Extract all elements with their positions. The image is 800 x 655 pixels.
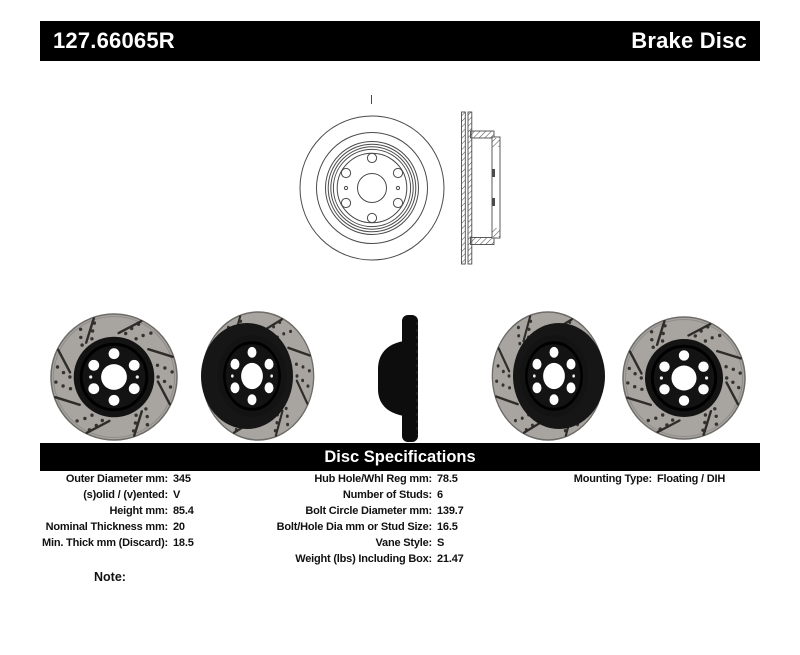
rotor-photo-angled-right <box>492 312 605 440</box>
spec-section-title: Disc Specifications <box>324 447 476 466</box>
spec-row-hub-hole <box>270 471 464 487</box>
spec-value: 85.4 <box>173 505 194 517</box>
brake-disc-cross-section-drawing <box>462 112 501 264</box>
spec-value: 16.5 <box>437 521 458 533</box>
product-type-title: Brake Disc <box>631 28 747 53</box>
spec-row-solid-vented <box>26 487 194 503</box>
spec-row-mounting-type <box>544 471 725 487</box>
rotor-photo-front-right <box>623 317 745 439</box>
spec-value: 139.7 <box>437 505 464 517</box>
brake-disc-front-line-drawing <box>300 95 444 260</box>
spec-column-right <box>544 471 725 487</box>
spec-label: (s)olid / (v)ented: <box>83 489 168 501</box>
spec-row-bolt-hole-dia <box>270 519 464 535</box>
spec-value: 21.47 <box>437 553 464 565</box>
rotor-photo-front-left <box>51 314 177 440</box>
spec-label: Weight (lbs) Including Box: <box>295 553 432 565</box>
spec-value: 18.5 <box>173 537 194 549</box>
spec-label: Number of Studs: <box>342 489 432 501</box>
spec-row-vane-style <box>270 535 464 551</box>
spec-row-min-thickness <box>26 535 194 551</box>
spec-label: Min. Thick mm (Discard): <box>42 537 168 549</box>
spec-row-height <box>26 503 194 519</box>
spec-value: V <box>173 489 181 501</box>
spec-label: Vane Style: <box>375 537 432 549</box>
spec-section-bar <box>40 443 760 471</box>
note-label: Note: <box>94 570 126 584</box>
spec-value: S <box>437 537 445 549</box>
spec-label: Nominal Thickness mm: <box>45 521 168 533</box>
spec-row-nominal-thickness <box>26 519 194 535</box>
spec-row-weight <box>270 551 464 567</box>
spec-value: 345 <box>173 473 191 485</box>
spec-label: Hub Hole/Whl Reg mm: <box>314 473 432 485</box>
spec-value: 20 <box>173 521 185 533</box>
spec-value: Floating / DIH <box>657 473 726 485</box>
spec-value: 6 <box>437 489 443 501</box>
spec-column-left <box>26 471 194 551</box>
part-number: 127.66065R <box>53 28 175 53</box>
rotor-photo-angled-left <box>201 312 314 440</box>
spec-label: Outer Diameter mm: <box>65 473 168 485</box>
spec-row-outer-diameter <box>26 471 194 487</box>
spec-label: Bolt/Hole Dia mm or Stud Size: <box>276 521 432 533</box>
spec-label: Height mm: <box>109 505 168 517</box>
spec-row-number-of-studs <box>270 487 464 503</box>
spec-row-bolt-circle-diameter <box>270 503 464 519</box>
spec-label: Mounting Type: <box>573 473 652 485</box>
rotor-photo-side-profile <box>378 315 418 442</box>
spec-label: Bolt Circle Diameter mm: <box>305 505 432 517</box>
spec-column-center <box>270 471 464 567</box>
spec-value: 78.5 <box>437 473 458 485</box>
